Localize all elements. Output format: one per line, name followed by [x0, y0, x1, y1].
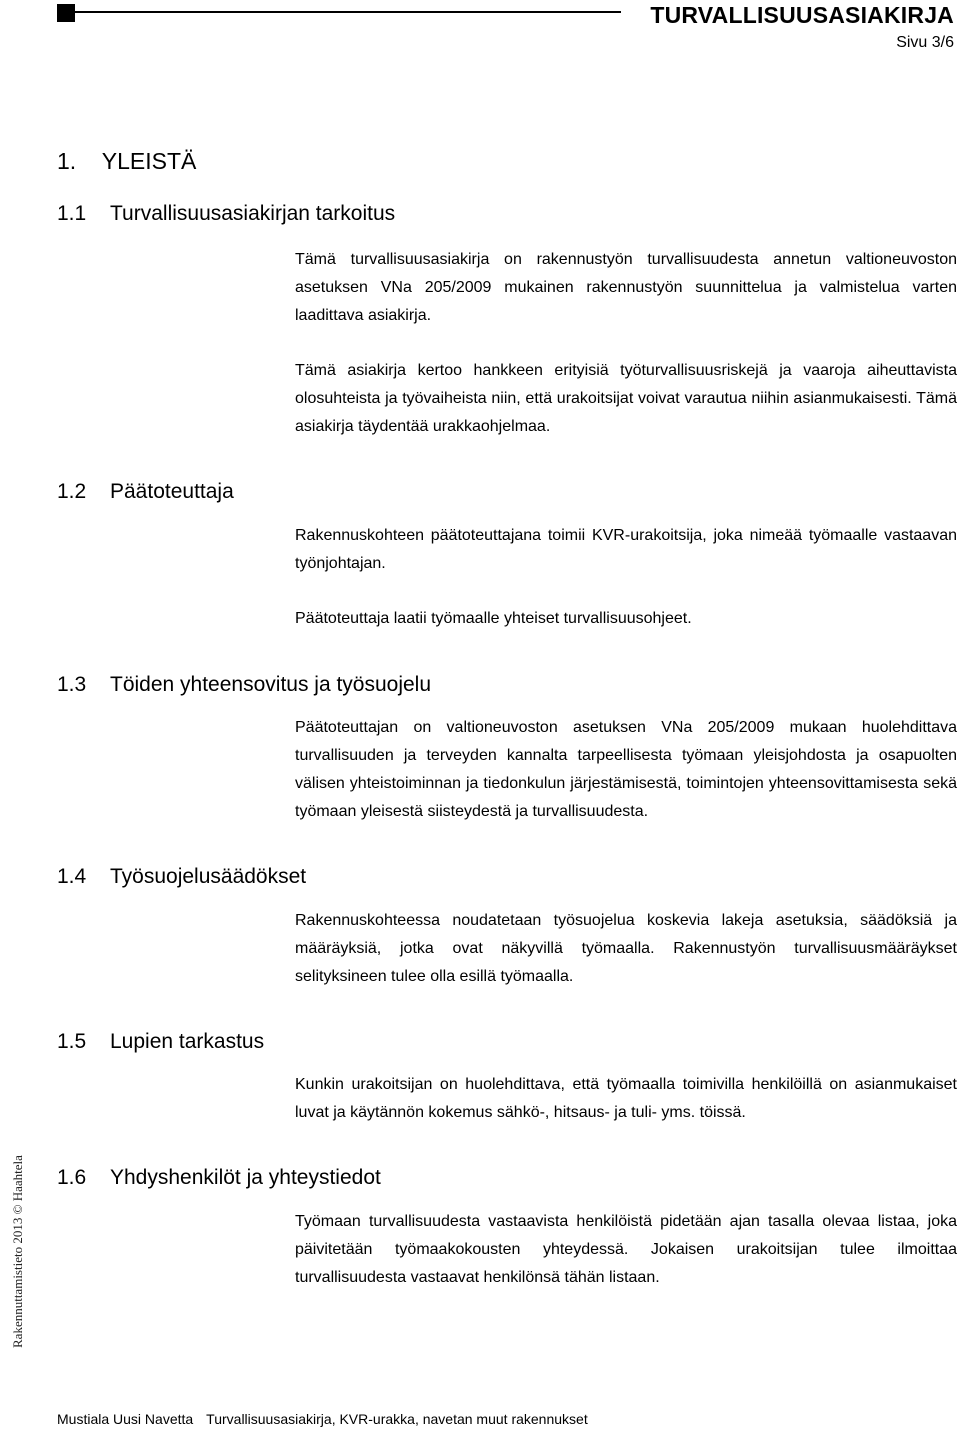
footer-document: Turvallisuusasiakirja, KVR-urakka, navetan muut rakennukset — [206, 1411, 588, 1427]
section-heading-1-6 — [57, 1166, 381, 1190]
header-square-marker — [57, 4, 75, 22]
section-heading-1-1 — [57, 202, 395, 226]
copyright-sidebar: Rakennuttamistieto 2013 © Haahtela — [10, 1155, 25, 1348]
chapter-number: 1. — [57, 148, 77, 174]
section-number: 1.3 — [57, 673, 87, 696]
section-heading-1-2 — [57, 480, 234, 504]
section-title: Yhdyshenkilöt ja yhteystiedot — [110, 1166, 381, 1189]
header-rule — [75, 11, 621, 13]
section-title: Päätoteuttaja — [110, 480, 234, 503]
section-1-1-paragraph-1: Tämä turvallisuusasiakirja on rakennustyön turvallisuudesta annetun valtioneuvoston asetuksen VNa 205/2009 mukainen rakennustyön suunnittelua ja valmistelua varten laadittava asiakirja. — [295, 251, 957, 324]
page-footer — [57, 1411, 588, 1427]
section-1-5-paragraph-1: Kunkin urakoitsijan on huolehdittava, että työmaalla toimivilla henkilöillä on asianmukaiset luvat ja käytännön kokemus sähkö-, hitsaus- ja tuli- yms. töissä. — [295, 1076, 957, 1121]
section-1-3-paragraph-1: Päätoteuttajan on valtioneuvoston asetuksen VNa 205/2009 mukaan huolehdittava turvallisuuden ja terveyden kannalta tarpeellisesta työmaan yleisjohdosta ja osapuolten välisen yhteistoiminnan ja tiedonkulun järjestämisestä, toimintojen yhteensovittamisesta sekä työmaan yleisestä siisteydestä ja turvallisuudesta. — [295, 719, 957, 820]
section-heading-1-5 — [57, 1030, 264, 1054]
section-1-2-paragraph-2: Päätoteuttaja laatii työmaalle yhteiset turvallisuusohjeet. — [295, 610, 692, 627]
section-title: Töiden yhteensovitus ja työsuojelu — [110, 673, 432, 696]
section-number: 1.4 — [57, 865, 87, 888]
section-title: Lupien tarkastus — [110, 1030, 265, 1053]
chapter-title: YLEISTÄ — [101, 148, 197, 174]
document-title: TURVALLISUUSASIAKIRJA — [650, 2, 954, 28]
section-number: 1.1 — [57, 202, 87, 225]
section-title: Työsuojelusäädökset — [110, 865, 307, 888]
footer-project: Mustiala Uusi Navetta — [57, 1411, 194, 1427]
page-number: Sivu 3/6 — [896, 34, 954, 51]
section-1-4-paragraph-1: Rakennuskohteessa noudatetaan työsuojelua koskevia lakeja asetuksia, säädöksiä ja määräyksiä, jotka ovat näkyvillä työmaalla. Rakennustyön turvallisuusmääräykset selityksineen tulee olla esillä työmaalla. — [295, 912, 957, 985]
section-heading-1-4 — [57, 865, 306, 889]
section-number: 1.5 — [57, 1030, 87, 1053]
section-number: 1.6 — [57, 1166, 87, 1189]
section-1-2-paragraph-1: Rakennuskohteen päätoteuttajana toimii KVR-urakoitsija, joka nimeää työmaalle vastaavan työnjohtajan. — [295, 527, 957, 572]
section-heading-1-3 — [57, 673, 431, 697]
section-title: Turvallisuusasiakirjan tarkoitus — [110, 202, 396, 225]
section-1-6-paragraph-1: Työmaan turvallisuudesta vastaavista henkilöistä pidetään ajan tasalla olevaa listaa, joka päivitetään työmaakokousten yhteydessä. Jokaisen urakoitsijan tulee ilmoittaa turvallisuudesta vastaavat henkilönsä tähän listaan. — [295, 1213, 957, 1286]
chapter-heading — [57, 148, 196, 175]
section-number: 1.2 — [57, 480, 87, 503]
section-1-1-paragraph-2: Tämä asiakirja kertoo hankkeen erityisiä työturvallisuusriskejä ja vaaroja aiheuttavista olosuhteista ja työvaiheista niin, että urakoitsijat voivat varautua niihin asianmukaisesti. Tämä asiakirja täydentää urakkaohjelmaa. — [295, 362, 957, 435]
